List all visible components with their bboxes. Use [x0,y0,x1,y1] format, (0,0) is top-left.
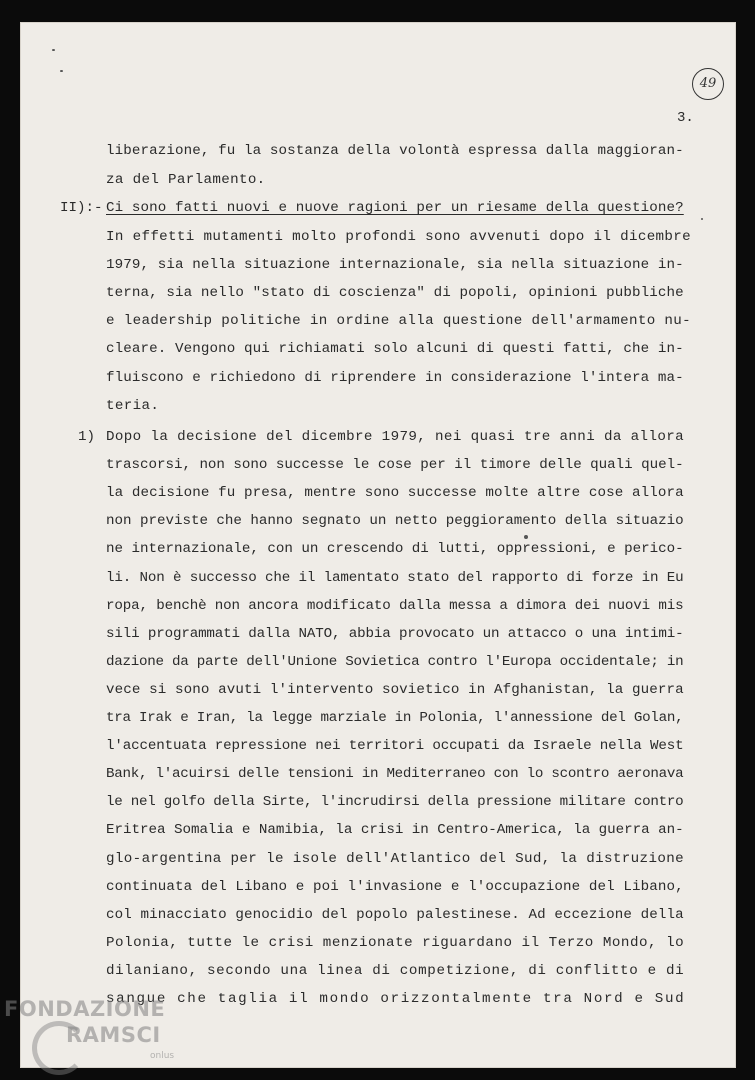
text-line: sili programmati dalla NATO, abbia provocato un attacco o una intimi- [106,625,684,642]
text-line: e leadership politiche in ordine alla questione dell'armamento nu- [106,313,692,330]
watermark-line-2: RAMSCI [66,1023,161,1047]
text-line: l'accentuata repressione nei territori occupati da Israele nella West [106,738,684,755]
fondazione-gramsci-watermark [0,995,200,1080]
text-line: fluiscono e richiedono di riprendere in considerazione l'intera ma- [106,369,684,386]
text-line: 1979, sia nella situazione internazionale, sia nella situazione in- [106,257,684,274]
watermark-line-3: onlus [150,1051,175,1061]
text-line: non previste che hanno segnato un netto peggioramento della situazio [106,513,684,530]
text-line: cleare. Vengono qui richiamati solo alcuni di questi fatti, che in- [106,341,684,358]
text-line: Eritrea Somalia e Namibia, la crisi in Centro-America, la guerra an- [106,822,684,839]
text-line: continuata del Libano e poi l'invasione e l'occupazione del Libano, [106,878,684,895]
text-line: dilaniano, secondo una linea di competizione, di conflitto e di [106,962,685,979]
text-line: trascorsi, non sono successe le cose per il timore delle quali quel- [106,457,684,474]
text-line: terna, sia nello "stato di coscienza" di popoli, opinioni pubbliche [106,285,684,302]
text-line: tra Irak e Iran, la legge marziale in Polonia, l'annessione del Golan, [106,710,684,726]
watermark-line-1: FONDAZIONE [4,997,166,1021]
page-number: 3. [677,110,694,126]
text-line: glo-argentina per le isole dell'Atlantico del Sud, la distruzione [106,850,685,867]
text-line: col minacciato genocidio del popolo palestinese. Ad eccezione della [106,906,684,923]
item-marker: 1) [78,429,96,445]
text-line: vece si sono avuti l'intervento sovietico in Afghanistan, la guerra [106,681,684,698]
text-line: dazione da parte dell'Unione Sovietica contro l'Europa occidentale; in [106,653,684,670]
text-line: Polonia, tutte le crisi menzionate riguardano il Terzo Mondo, lo [106,934,685,951]
text-line: ne internazionale, con un crescendo di lutti, oppressioni, e perico- [106,541,684,558]
text-line: li. Non è successo che il lamentato stato del rapporto di forze in Eu [106,569,684,586]
text-line: teria. [106,397,160,414]
text-line: In effetti mutamenti molto profondi sono avvenuti dopo il dicembre [106,229,692,245]
text-line: za del Parlamento. [106,172,266,188]
text-line: sangue che taglia il mondo orizzontalmente tra Nord e Sud [106,991,686,1007]
section-marker: II):- [60,200,103,216]
text-line: liberazione, fu la sostanza della volontà espressa dalla maggioran- [106,143,684,159]
text-line: Dopo la decisione del dicembre 1979, nei quasi tre anni da allora [106,429,685,445]
text-line: la decisione fu presa, mentre sono successe molte altre cose allora [106,485,684,502]
archive-number-stamp: 49 [692,68,724,100]
text-line: le nel golfo della Sirte, l'incrudirsi della pressione militare contro [106,794,684,811]
text-line: ropa, benchè non ancora modificato dalla messa a dimora dei nuovi mis [106,597,684,614]
text-line: Bank, l'acuirsi delle tensioni in Mediterraneo con lo scontro aeronava [106,766,684,783]
section-title: Ci sono fatti nuovi e nuove ragioni per un riesame della questione? [106,200,684,216]
